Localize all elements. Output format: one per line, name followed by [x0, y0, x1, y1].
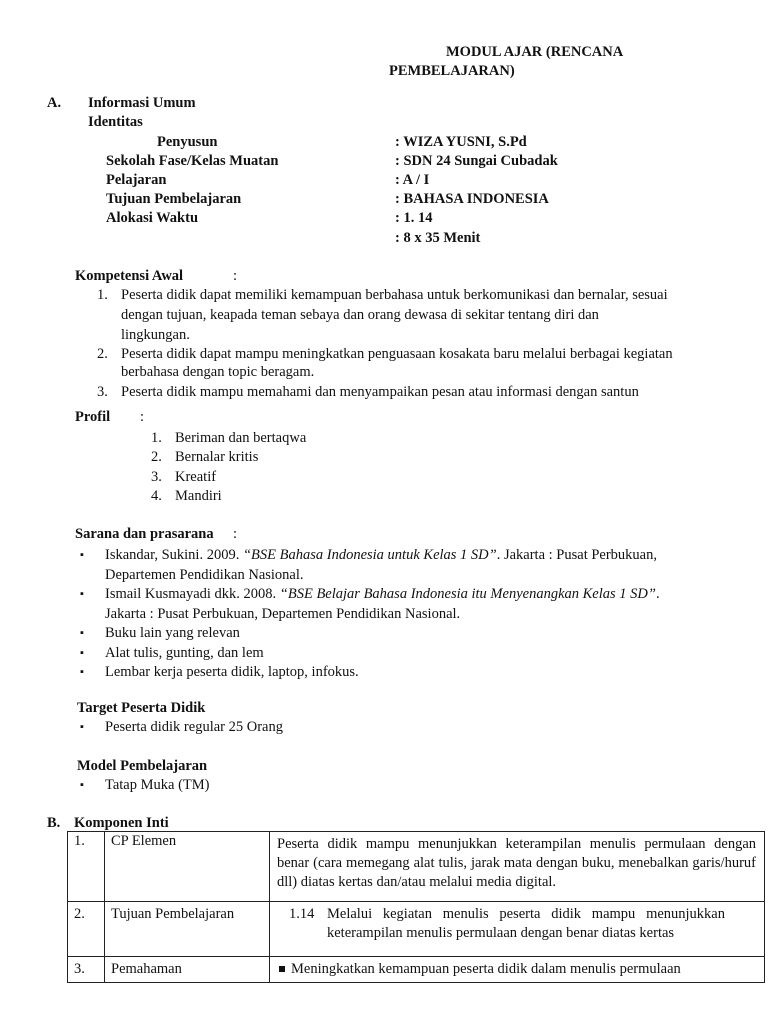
kompetensi-item-line: Peserta didik dapat memiliki kemampuan berbahasa untuk berkomunikasi dan bernalar, sesuai [121, 287, 668, 303]
model-heading: Model Pembelajaran [77, 758, 208, 774]
document-title-line2: PEMBELAJARAN) [389, 63, 515, 79]
identitas-label-tujuan: Tujuan Pembelajaran [106, 191, 242, 207]
table-row [68, 957, 765, 983]
row-content: Melalui kegiatan menulis peserta didik mampu menunjukkan keterampilan menulis permulaan dengan benar diatas kertas [327, 906, 725, 941]
kompetensi-awal-heading: Kompetensi Awal [75, 268, 184, 284]
profil-item-text: Beriman dan bertaqwa [175, 430, 307, 446]
sarana-item-text: Lembar kerja peserta didik, laptop, infokus. [105, 664, 359, 680]
identitas-value-penyusun: : WIZA YUSNI, S.Pd [395, 134, 527, 150]
kompetensi-item-line: Peserta didik dapat mampu meningkatkan penguasaan kosakata baru melalui berbagai kegiatan [121, 346, 673, 362]
profil-item-number: 3. [151, 469, 162, 485]
section-a-title: Informasi Umum [88, 95, 196, 111]
identitas-label-penyusun: Penyusun [157, 134, 218, 150]
sarana-item-text: Ismail Kusmayadi dkk. 2008. [105, 586, 280, 602]
sarana-colon: : [233, 526, 238, 542]
row-number: 2. [68, 902, 105, 957]
row-element: CP Elemen [105, 832, 270, 902]
bullet-icon: ▪ [80, 721, 84, 733]
sarana-item-text: Alat tulis, gunting, dan lem [105, 645, 264, 661]
sarana-item-text: Iskandar, Sukini. 2009. [105, 547, 243, 563]
model-item-text: Tatap Muka (TM) [105, 777, 210, 793]
sarana-item-text: . Jakarta : Pusat Perbukuan, [496, 547, 657, 563]
profil-item-text: Bernalar kritis [175, 449, 259, 465]
document-title-line1: MODUL AJAR (RENCANA [446, 44, 624, 60]
section-a-letter: A. [47, 95, 62, 111]
row-content: Peserta didik mampu menunjukkan keterampilan menulis permulaan dengan benar (cara memegang alat tulis, jarak mata dengan buku, menebalkan garis/huruf dll) diatas kertas dan/atau melalui media digital. [270, 832, 765, 902]
row-element: Pemahaman [105, 957, 270, 983]
sarana-heading: Sarana dan prasarana [75, 526, 214, 542]
sarana-item-line: Jakarta : Pusat Perbukuan, Departemen Pendidikan Nasional. [105, 606, 461, 622]
profil-item-number: 2. [151, 449, 162, 465]
profil-item-number: 1. [151, 430, 162, 446]
identitas-value-durasi: : 8 x 35 Menit [395, 230, 481, 246]
target-item-text: Peserta didik regular 25 Orang [105, 719, 283, 735]
bullet-icon: ▪ [80, 779, 84, 791]
kompetensi-item-line: dengan tujuan, keapada teman sebaya dan orang dewasa di sekitar tentang diri dan [121, 307, 599, 323]
row-content-cell [270, 902, 765, 957]
tujuan-code: 1.14 [289, 906, 315, 922]
bullet-icon: ▪ [80, 549, 84, 561]
profil-item-number: 4. [151, 488, 162, 504]
square-bullet-icon [279, 966, 285, 972]
row-number: 1. [68, 832, 105, 902]
sarana-item-book-title: “BSE Bahasa Indonesia untuk Kelas 1 SD” [242, 547, 497, 563]
target-heading: Target Peserta Didik [77, 700, 206, 716]
identitas-value-pelajaran: : A / I [395, 172, 430, 188]
row-number: 3. [68, 957, 105, 983]
sarana-item-line: Departemen Pendidikan Nasional. [105, 567, 304, 583]
identitas-value-tujuan: : BAHASA INDONESIA [395, 191, 549, 207]
section-b-title: Komponen Inti [74, 815, 169, 831]
identitas-value-alokasi: : 1. 14 [395, 210, 433, 226]
kompetensi-item-line: Peserta didik mampu memahami dan menyampaikan pesan atau informasi dengan santun [121, 384, 639, 400]
kompetensi-item-line: lingkungan. [121, 327, 190, 343]
komponen-inti-table [67, 831, 765, 983]
section-b-letter: B. [47, 815, 61, 831]
sarana-item-text: Buku lain yang relevan [105, 625, 240, 641]
profil-item-text: Kreatif [175, 469, 217, 485]
profil-item-text: Mandiri [175, 488, 222, 504]
bullet-icon: ▪ [80, 647, 84, 659]
bullet-icon: ▪ [80, 627, 84, 639]
kompetensi-item-line: berbahasa dengan topic beragam. [121, 364, 315, 380]
bullet-icon: ▪ [80, 666, 84, 678]
kompetensi-item-number: 3. [97, 384, 108, 400]
row-content: Meningkatkan kemampuan peserta didik dalam menulis permulaan [291, 961, 681, 977]
profil-heading: Profil [75, 409, 111, 425]
kompetensi-item-number: 2. [97, 346, 108, 362]
table-row [68, 902, 765, 957]
sarana-item-text: . [655, 586, 660, 602]
table-row [68, 832, 765, 902]
profil-colon: : [140, 409, 145, 425]
bullet-icon: ▪ [80, 588, 84, 600]
identitas-label-sekolah: Sekolah Fase/Kelas Muatan [106, 153, 279, 169]
identitas-value-sekolah: : SDN 24 Sungai Cubadak [395, 153, 558, 169]
identitas-label-pelajaran: Pelajaran [106, 172, 167, 188]
sarana-item-book-title: “BSE Belajar Bahasa Indonesia itu Menyenangkan Kelas 1 SD” [279, 586, 656, 602]
row-content-cell [270, 957, 765, 983]
row-element: Tujuan Pembelajaran [105, 902, 270, 957]
identitas-title: Identitas [88, 114, 143, 130]
kompetensi-awal-colon: : [233, 268, 238, 284]
identitas-label-alokasi: Alokasi Waktu [106, 210, 199, 226]
kompetensi-item-number: 1. [97, 287, 108, 303]
